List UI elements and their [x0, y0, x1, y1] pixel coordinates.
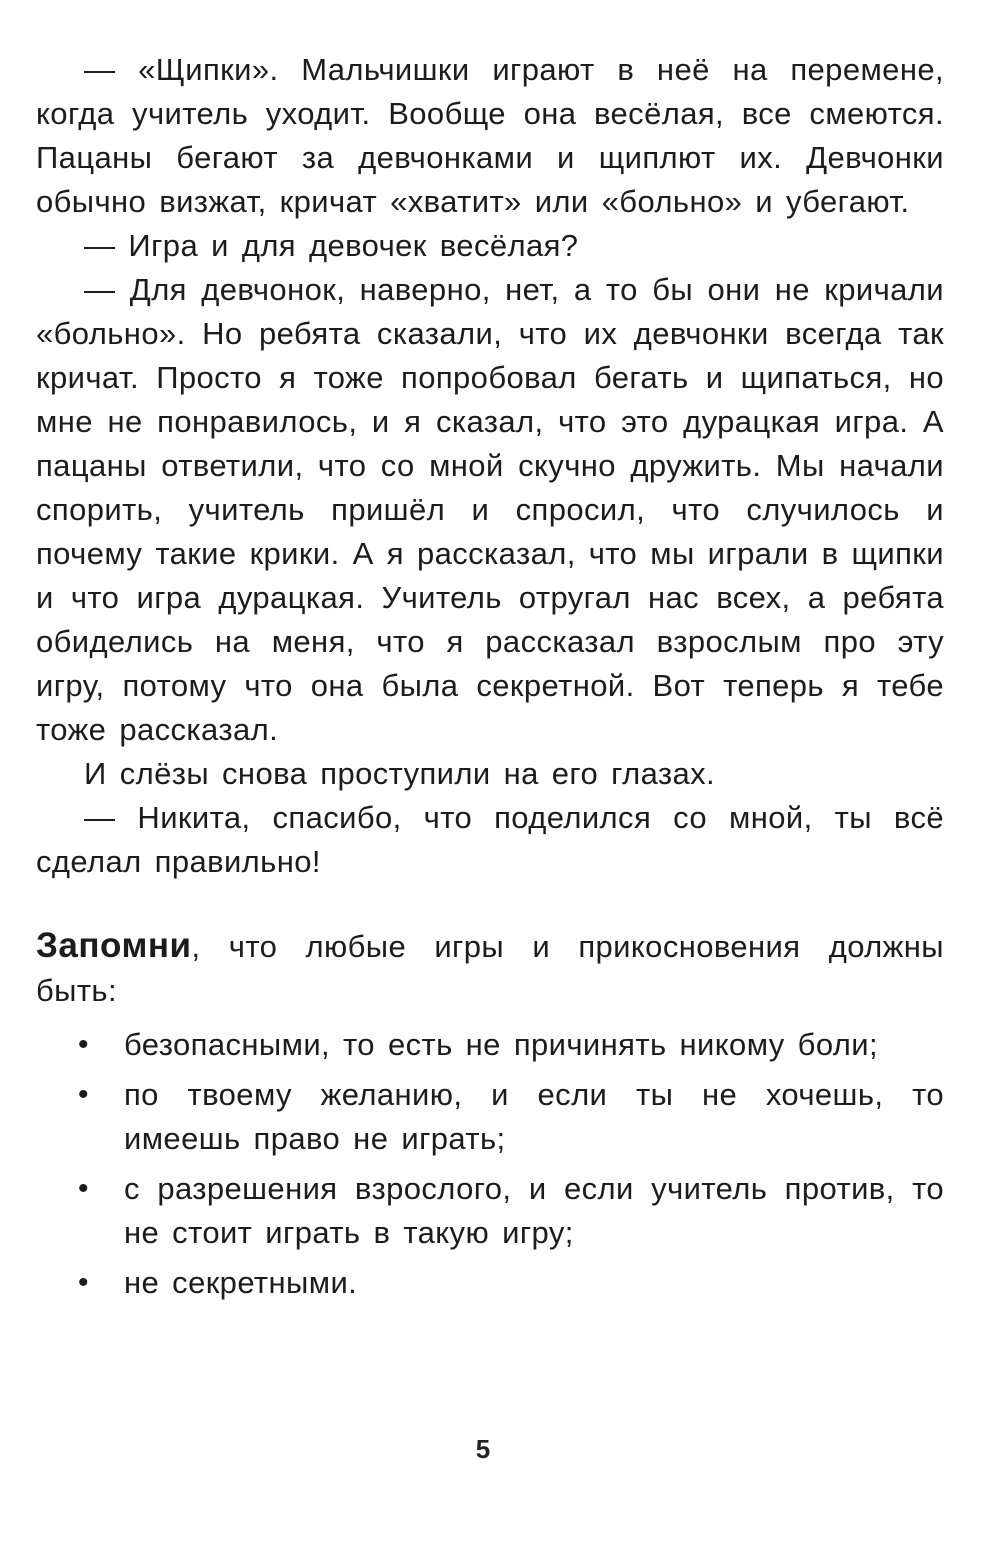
- dialogue-paragraph-3: — Никита, спасибо, что поделился со мной, ты всё сделал правильно!: [36, 800, 944, 879]
- remember-block: [36, 924, 944, 1013]
- remember-intro: , что любые игры и прикосновения должны быть:: [36, 929, 944, 1008]
- remember-heading: Запомни: [36, 926, 192, 965]
- bullet-icon: •: [78, 1078, 89, 1111]
- rule-item-adult-permission: [36, 1167, 944, 1255]
- dialogue-question: — Игра и для девочек весёлая?: [84, 228, 579, 263]
- narration-line: И слёзы снова проступили на его глазах.: [84, 756, 716, 791]
- rule-item-consent: [36, 1073, 944, 1161]
- rule-text: безопасными, то есть не причинять никому боли;: [124, 1027, 879, 1062]
- dialogue-paragraph-2: — Для девчонок, наверно, нет, а то бы они не кричали «больно». Но ребята сказали, что их девчонки всегда так кричат. Просто я тоже попробовал бегать и щипаться, но мне не понравилось, и я сказал, что это дурацкая игра. А пацаны ответили, что со мной скучно дружить. Мы начали спорить, учитель пришёл и спросил, что случилось и почему такие крики. А я рассказал, что мы играли в щипки и что игра дурацкая. Учитель отругал нас всех, а ребята обиделись на меня, что я рассказал взрослым про эту игру, потому что она была секретной. Вот теперь я тебе тоже рассказал.: [36, 272, 944, 747]
- rule-text: с разрешения взрослого, и если учитель против, то не стоит играть в такую игру;: [124, 1171, 944, 1250]
- page-number: 5: [475, 1434, 491, 1464]
- dialogue-paragraph-1: — «Щипки». Мальчишки играют в неё на перемене, когда учитель уходит. Вообще она весёлая, все смеются. Пацаны бегают за девчонками и щиплют их. Девчонки обычно визжат, кричат «хватит» или «больно» и убегают.: [36, 52, 944, 219]
- rules-list: [36, 1023, 944, 1305]
- bullet-icon: •: [78, 1028, 89, 1061]
- bullet-icon: •: [78, 1172, 89, 1205]
- rule-text: не секретными.: [124, 1265, 358, 1300]
- rule-text: по твоему желанию, и если ты не хочешь, то имеешь право не играть;: [124, 1077, 944, 1156]
- rule-item-not-secret: [36, 1261, 944, 1305]
- bullet-icon: •: [78, 1266, 89, 1299]
- book-page: [36, 48, 944, 1311]
- rule-item-safe: [36, 1023, 944, 1067]
